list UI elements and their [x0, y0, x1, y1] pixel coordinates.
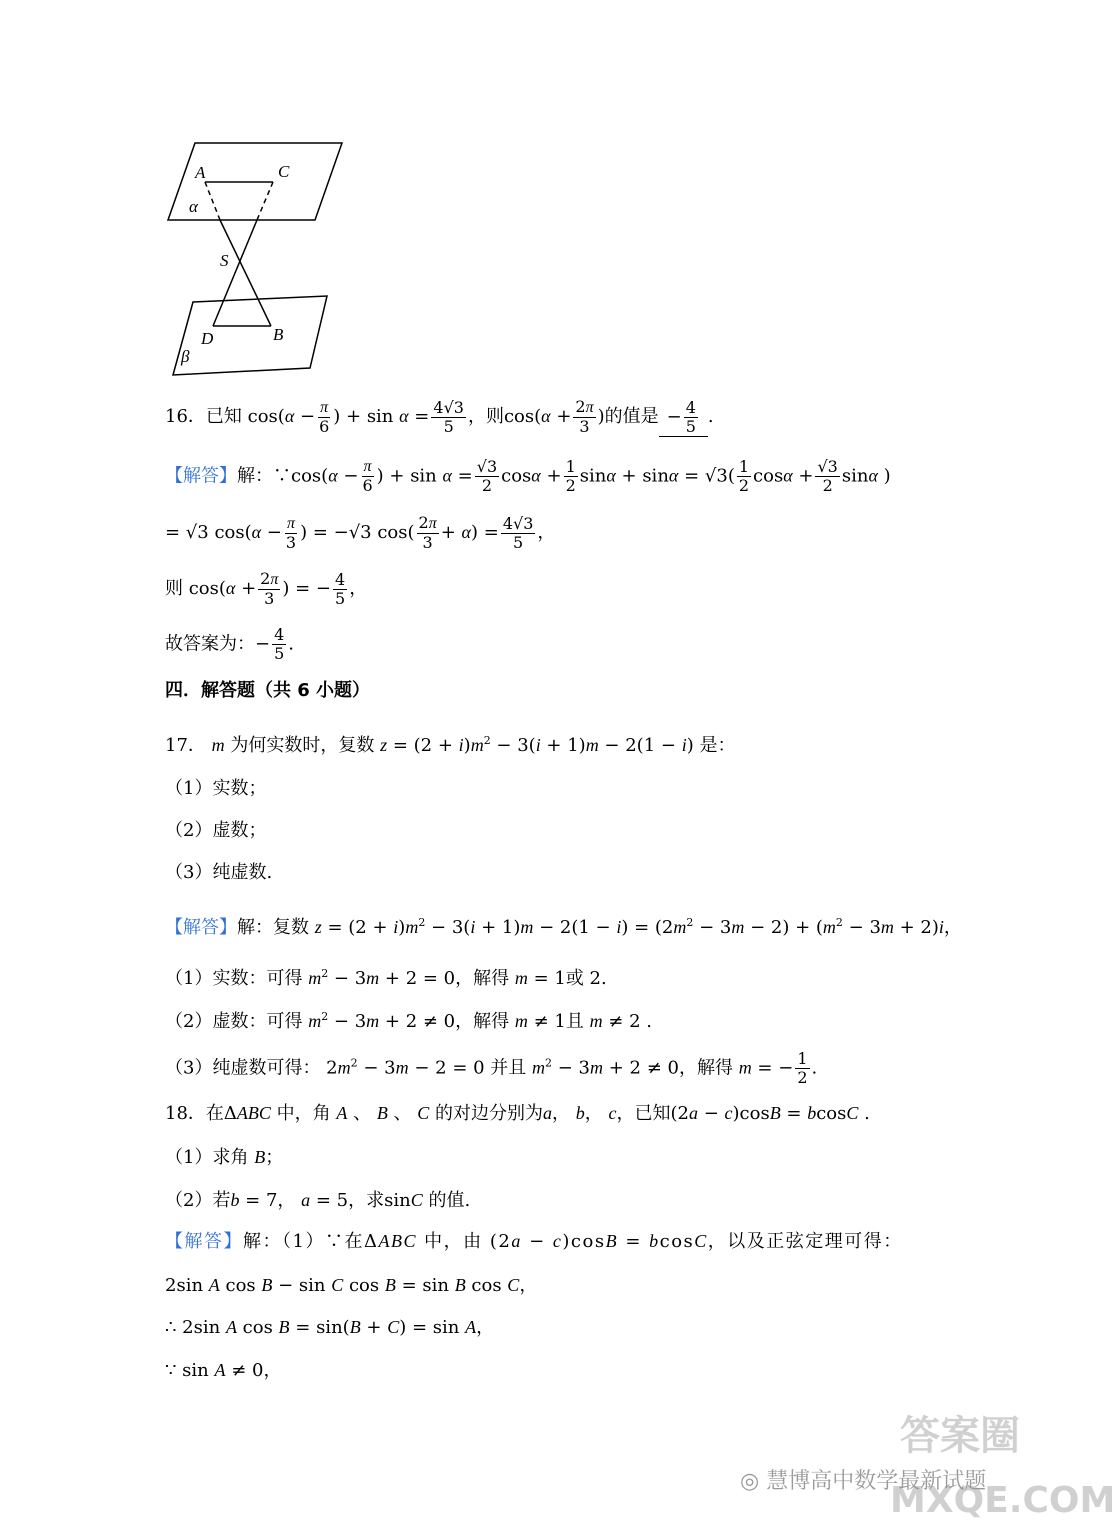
answer-tag: 【解答】: [165, 1231, 243, 1252]
answer-tag: 【解答】: [165, 465, 237, 487]
question-17-part-1: （1）实数；: [165, 778, 267, 799]
section-title: 四．解答题（共 6 小题）: [165, 680, 371, 701]
plane-geometry-figure: [165, 140, 365, 380]
question-16-tail: 的值是: [604, 406, 659, 427]
label-d: D: [201, 329, 214, 348]
watermark-text: 慧博高中数学最新试题: [766, 1469, 987, 1494]
solution-16-line-4: 故答案为：− $\frac{4}{5}$ .: [165, 625, 295, 663]
answer-tag: 【解答】: [165, 917, 237, 938]
solution-17-line-4: （3）纯虚数可得： $2m^2 - 3m - 2 = 0$ 并且 $m^2 - 3m + 2 \ne 0$，解得 m = − $\frac{1}{2}$ .: [165, 1049, 818, 1087]
solution-17-line-1: 【解答】解：复数 $z = (2 + i)m^2 - 3(i + 1)m - 2(1 - i) = (2m^2 - 3m - 2) + (m^2 - 3m + 2)i$，: [165, 916, 962, 938]
question-16-prefix: 16．已知: [165, 406, 242, 427]
question-16: 16．已知 cos(α − $\frac{\pi}{6}$ ) + sin α = $\frac{4√3}{5}$ ，则cos(α + $\frac{2\pi}{3}$ )的值是 − $\frac{4}{5}$ .: [165, 397, 714, 436]
question-17-part-2: （2）虚数；: [165, 820, 267, 841]
question-17-part-3: （3）纯虚数.: [165, 862, 273, 883]
brand-watermark-url: MXQE.COM: [890, 1480, 1115, 1521]
answer-blank: − $\frac{4}{5}$: [659, 399, 708, 437]
question-16-then: ，则: [467, 406, 504, 427]
label-alpha: α: [189, 197, 198, 216]
label-a: A: [195, 163, 206, 182]
question-18-part-2: （2）若b = 7， a = 5，求sinC 的值.: [165, 1190, 471, 1211]
segment-cs: [213, 220, 257, 326]
solution-18-line-1: 【解答】解：（1）∵在ΔABC 中，由 (2a − c)cosB = bcosC，以及正弦定理可得：: [165, 1231, 903, 1252]
solution-17-line-2: （1）实数：可得 $m^2 - 3m + 2 = 0$，解得 m = 1或 2.: [165, 967, 607, 989]
solution-16-line-1: 【解答】解：∵cos(α − $\frac{\pi}{6}$ ) + sin α = $\frac{√3}{2}$ cosα + $\frac{1}{2}$ sinα + sinα = √3( $\frac{1}{2}$ cosα + $\frac{√3}{2}$ sinα ): [165, 457, 891, 495]
solution-18-line-2: 2sin A cos B − sin C cos B = sin B cos C，: [165, 1275, 538, 1296]
label-beta: β: [181, 347, 190, 366]
question-18: 18．在ΔABC 中，角 A 、 B 、 C 的对边分别为a， b， c，已知(2a − c)cosB = bcosC .: [165, 1103, 870, 1124]
segment-cs-hidden: [257, 182, 273, 220]
plane-beta: [173, 296, 327, 375]
segment-as-hidden: [205, 182, 220, 220]
wechat-icon: ◎: [740, 1469, 760, 1494]
label-s: S: [220, 251, 229, 270]
label-b: B: [273, 325, 284, 344]
solution-18-line-4: ∵ sin A ≠ 0，: [165, 1360, 282, 1381]
solution-16-line-2: = √3 cos(α − $\frac{\pi}{3}$ ) = −√3 cos( $\frac{2\pi}{3}$ + α) = $\frac{4√3}{5}$ ，: [165, 513, 556, 552]
solution-16-line-3: 则 cos(α + $\frac{2\pi}{3}$ ) = − $\frac{4}{5}$ ，: [165, 569, 368, 608]
label-c: C: [278, 162, 290, 181]
question-16-end: .: [707, 406, 714, 427]
segment-as: [220, 220, 271, 326]
question-18-part-1: （1）求角 B；: [165, 1147, 284, 1168]
solution-18-line-3: ∴ 2sin A cos B = sin(B + C) = sin A，: [165, 1317, 495, 1338]
brand-watermark: 答案圈: [900, 1413, 1020, 1459]
solution-17-line-3: （2）虚数：可得 $m^2 - 3m + 2 \ne 0$，解得 m ≠ 1且 m ≠ 2 .: [165, 1010, 652, 1032]
question-17: 17． m 为何实数时，复数 $z = (2 + i)m^2 - 3(i + 1)m - 2(1 - i)$ 是：: [165, 734, 736, 756]
